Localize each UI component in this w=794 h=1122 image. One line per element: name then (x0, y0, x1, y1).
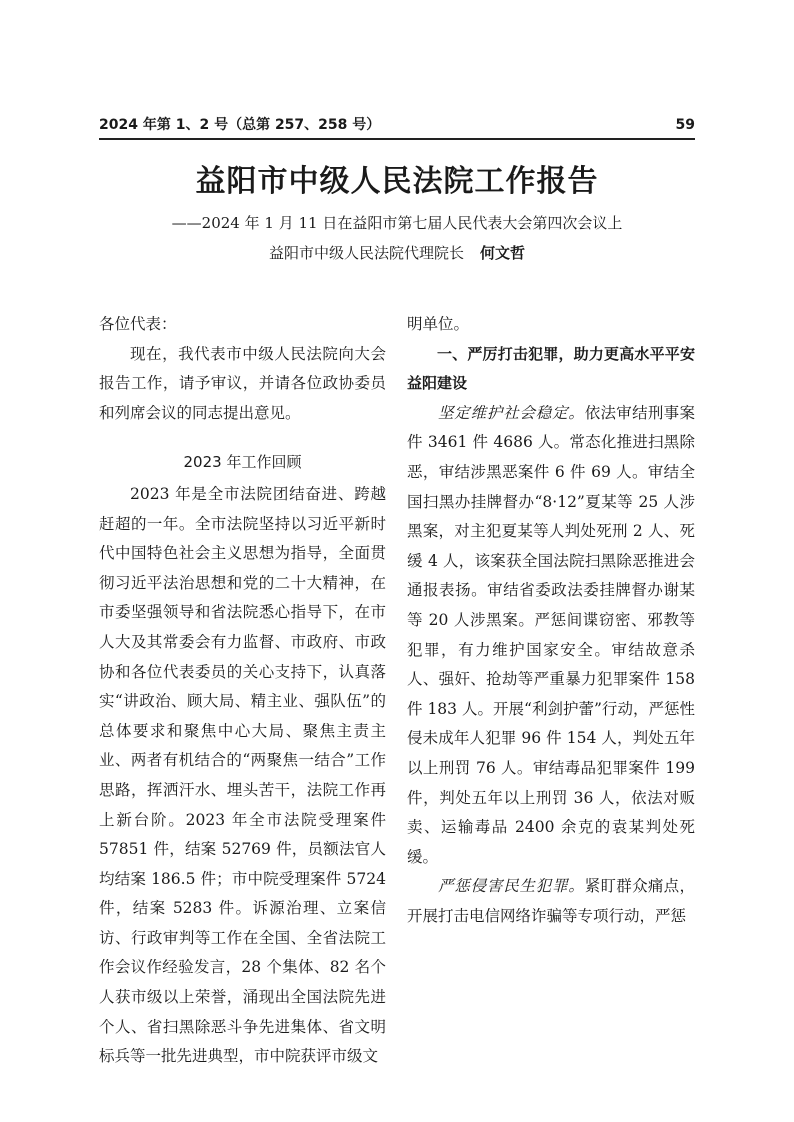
issue-label: 2024 年第 1、2 号（总第 257、258 号） (99, 117, 381, 133)
paragraph-text: 依法审结刑事案件 3461 件 4686 人。常态化推进扫黑除恶，审结涉黑恶案件 6 件 69 人。审结全国扫黑办挂牌督办“8·12”夏某等 25 人涉黑案，对主犯夏某等人判处死刑 2 人、死缓 4 人，该案获全国法院扫黑除恶推进会通报表扬。审结省委政法委挂牌督办谢某等 20 人涉黑案。严惩间谍窃密、邪教等犯罪，有力维护国家安全。审结故意杀人、强奸、抢劫等严重暴力犯罪案件 158 件 183 人。开展“利剑护蕾”行动，严惩性侵未成年人犯罪 96 件 154 人，判处五年以上刑罚 76 人。审结毒品犯罪案件 199 件，判处五年以上刑罚 36 人，依法对贩卖、运输毒品 2400 余克的袁某判处死缓。 (407, 403, 695, 866)
author-name: 何文哲 (480, 244, 526, 262)
salutation: 各位代表： (99, 315, 177, 333)
paragraph-lead: 严惩侵害民生犯罪。 (438, 877, 585, 896)
author-role: 益阳市中级人民法院代理院长 (268, 244, 464, 262)
running-header (99, 116, 695, 138)
section-title: 2023 年工作回顾 (183, 453, 302, 472)
section-heading-1: 一、严厉打击犯罪，助力更高水平平安益阳建设 (407, 344, 695, 393)
paragraph-livelihood-crime (407, 872, 695, 931)
review-paragraph: 2023 年是全市法院团结奋进、跨越赶超的一年。全市法院坚持以习近平新时代中国特色社会主义思想为指导，全面贯彻习近平法治思想和党的二十大精神，在市委坚强领导和省法院悉心指导下，在市人大及其常委会有力监督、市政府、市政协和各位代表委员的关心支持下，认真落实“讲政治、顾大局、精主业、强队伍”的总体要求和聚焦中心大局、聚焦主责主业、两者有机结合的“两聚焦一结合”工作思路，挥洒汗水、埋头苦干，法院工作再上新台阶。2023 年全市法院受理案件 57851 件，结案 52769 件，员额法官人均结案 186.5 件；市中院受理案件 5724 件，结案 5283 件。诉源治理、立案信访、行政审判等工作在全国、全省法院工作会议作经验发言，28 个集体、82 名个人获市级以上荣誉，涌现出全国法院先进个人、省扫黑除恶斗争先进集体、省文明标兵等一批先进典型，市中院获评市级文 (99, 484, 386, 1066)
report-subtitle: ——2024 年 1 月 11 日在益阳市第七届人民代表大会第四次会议上 (171, 214, 623, 232)
paragraph-text: 紧盯群众痛点，开展打击电信网络诈骗等专项行动，严惩 (407, 877, 695, 925)
review-paragraph-continued: 明单位。 (407, 315, 470, 333)
report-title: 益阳市中级人民法院工作报告 (195, 164, 599, 199)
paragraph-lead: 坚定维护社会稳定。 (438, 403, 585, 422)
header-rule (99, 138, 695, 140)
left-column (99, 310, 386, 1072)
paragraph-social-stability (407, 399, 695, 873)
page-number: 59 (675, 117, 695, 133)
intro-paragraph: 现在，我代表市中级人民法院向大会报告工作，请予审议，并请各位政协委员和列席会议的同志提出意见。 (99, 344, 386, 422)
author-line (0, 242, 794, 264)
right-column (407, 310, 695, 931)
